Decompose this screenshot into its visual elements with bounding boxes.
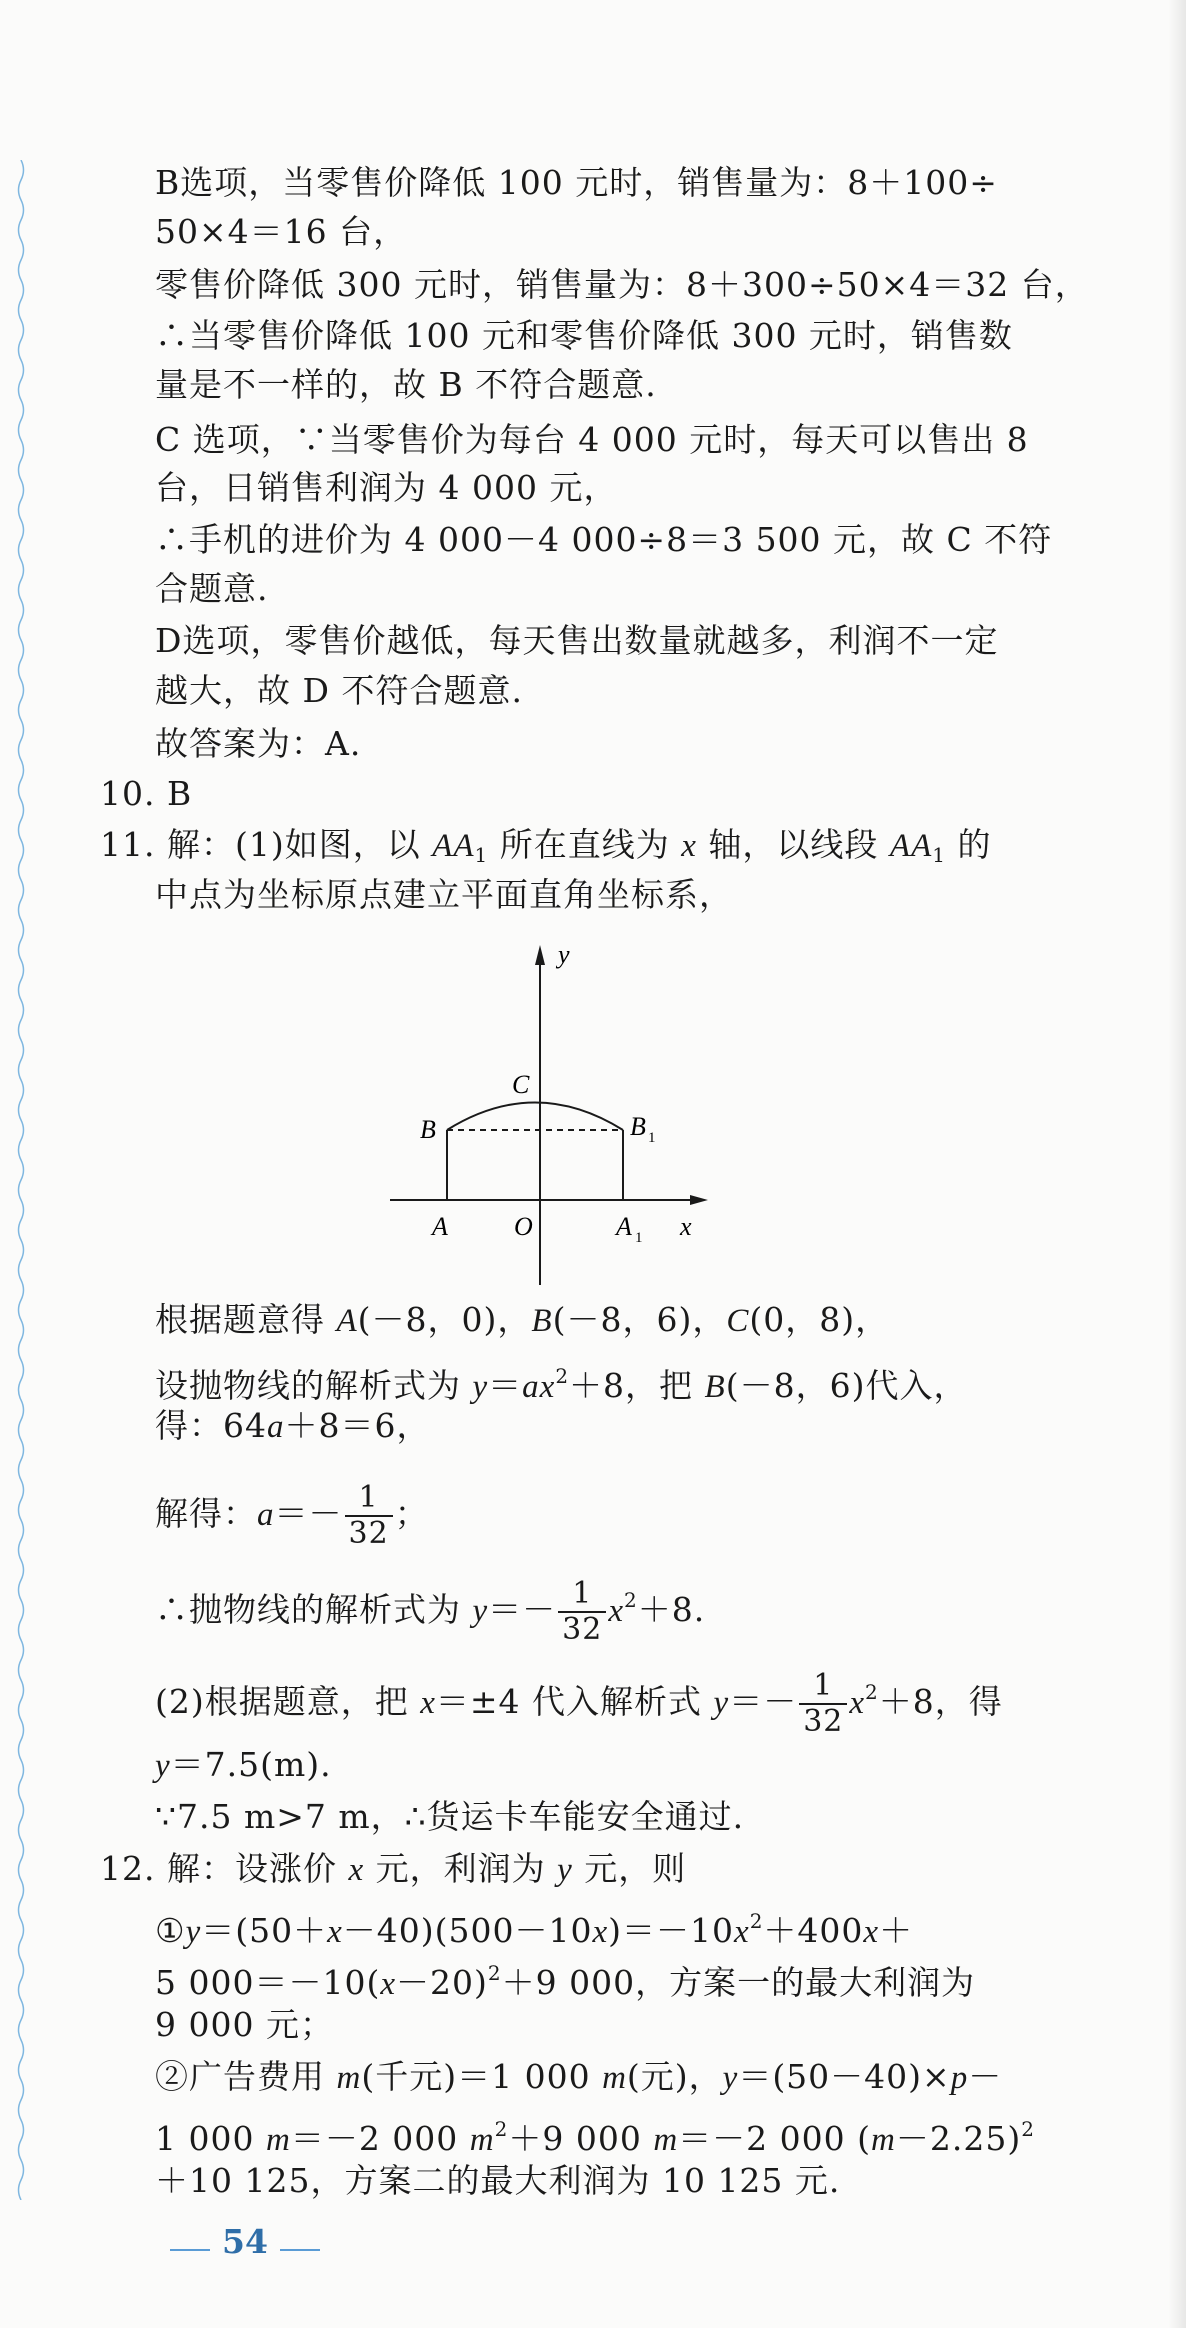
text-line-10: D选项，零售价越低，每天售出数量就越多，利润不一定: [155, 621, 999, 660]
text-line-6: C 选项，∵当零售价为每台 4 000 元时，每天可以售出 8: [155, 420, 1029, 459]
decorative-wavy-border: [14, 160, 28, 2200]
x-axis-label: x: [680, 1212, 692, 1241]
point-A-label: A: [432, 1212, 448, 1241]
q11-line-9: y＝7.5(m).: [155, 1745, 332, 1784]
fraction: $\frac{1}{32}$: [345, 1481, 393, 1551]
text-line-12: 故答案为：A.: [155, 724, 362, 763]
point-A1-label: A: [616, 1212, 632, 1241]
point-A1-subscript: 1: [635, 1230, 643, 1246]
text-line-8: ∴手机的进价为 4 000－4 000÷8＝3 500 元，故 C 不符: [155, 520, 1053, 559]
x-axis-arrow: [690, 1195, 708, 1205]
q11-line-4: 设抛物线的解析式为 $y=ax^2+8$，把 B(－8，6)代入，: [155, 1364, 968, 1405]
text-line-5: 量是不一样的，故 B 不符合题意.: [155, 365, 657, 404]
origin-O-label: O: [514, 1212, 533, 1241]
q12-line-3: 5 $000=-10(x-20)^2+9$ 000，方案一的最大利润为: [155, 1961, 976, 2002]
q11-line-3: 根据题意得 A(－8，0)，B(－8，6)，C(0，8)，: [155, 1300, 890, 1339]
text-line-1: B选项，当零售价降低 100 元时，销售量为：8＋100÷: [155, 163, 998, 202]
answer-10: 10. B: [100, 774, 193, 813]
q12-line-6: 1 000 m＝－2 000 $m^2+9$ 000 m＝－2 000 $(m-2.25)^2$: [155, 2117, 1035, 2158]
page-edge-shadow: [1168, 0, 1186, 2328]
y-axis-arrow: [535, 945, 545, 965]
q12-line-4: 9 000 元；: [155, 2005, 334, 2044]
page-number: 54: [222, 2222, 268, 2261]
q11-line-8: (2)根据题意，把 x＝±4 代入解析式 y＝－ $\frac{1}{32}$ $x^2+8$，得: [155, 1668, 1003, 1739]
text-line-2: 50×4＝16 台，: [155, 212, 408, 251]
q11-line-10: ∵7.5 m>7 m，∴货运卡车能安全通过.: [155, 1797, 745, 1836]
point-B-label: B: [420, 1115, 436, 1144]
text-line-7: 台，日销售利润为 4 000 元，: [155, 468, 618, 507]
page-number-block: [170, 2222, 320, 2272]
q11-line-6: 解得：a＝－ $\frac{1}{32}$ ；: [155, 1480, 429, 1551]
q11-line-2: 中点为坐标原点建立平面直角坐标系，: [155, 875, 733, 914]
q12-line-2: $①y=(50+x-40)(500-10x)=-10x^2+400x+$: [155, 1909, 914, 1950]
page-number-dash-right: [280, 2249, 320, 2251]
q12-line-5: ②广告费用 m(千元)＝1 000 m(元)，y＝(50－40)×p－: [155, 2057, 1003, 2096]
y-axis-label: y: [558, 940, 570, 969]
q11-line-1: 11. 解：(1)如图，以 $AA_1$ 所在直线为 x 轴，以线段 $AA_1$ 的: [100, 825, 992, 867]
coordinate-diagram: [390, 935, 720, 1295]
parabola-arc: [447, 1103, 623, 1131]
page-number-dash-left: [170, 2249, 210, 2251]
point-B1-subscript: 1: [648, 1130, 656, 1146]
text-line-9: 合题意.: [155, 569, 269, 608]
text-line-11: 越大，故 D 不符合题意.: [155, 671, 523, 710]
point-B1-label: B: [630, 1112, 646, 1141]
point-C-label: C: [512, 1070, 530, 1099]
fraction: $\frac{1}{32}$: [558, 1577, 606, 1647]
q12-line-1: 12. 解：设涨价 x 元，利润为 y 元，则: [100, 1849, 687, 1888]
q12-line-7: ＋10 125，方案二的最大利润为 10 125 元.: [155, 2161, 841, 2200]
text-line-3: 零售价降低 300 元时，销售量为：8＋300÷50×4＝32 台，: [155, 265, 1089, 304]
text-line-4: ∴当零售价降低 100 元和零售价降低 300 元时，销售数: [155, 316, 1013, 355]
fraction: $\frac{1}{32}$: [799, 1669, 847, 1739]
q11-line-7: ∴抛物线的解析式为 y＝－ $\frac{1}{32}$ $x^2+8$.: [155, 1576, 706, 1647]
q11-line-5: 得：64a＋8＝6，: [155, 1406, 431, 1445]
